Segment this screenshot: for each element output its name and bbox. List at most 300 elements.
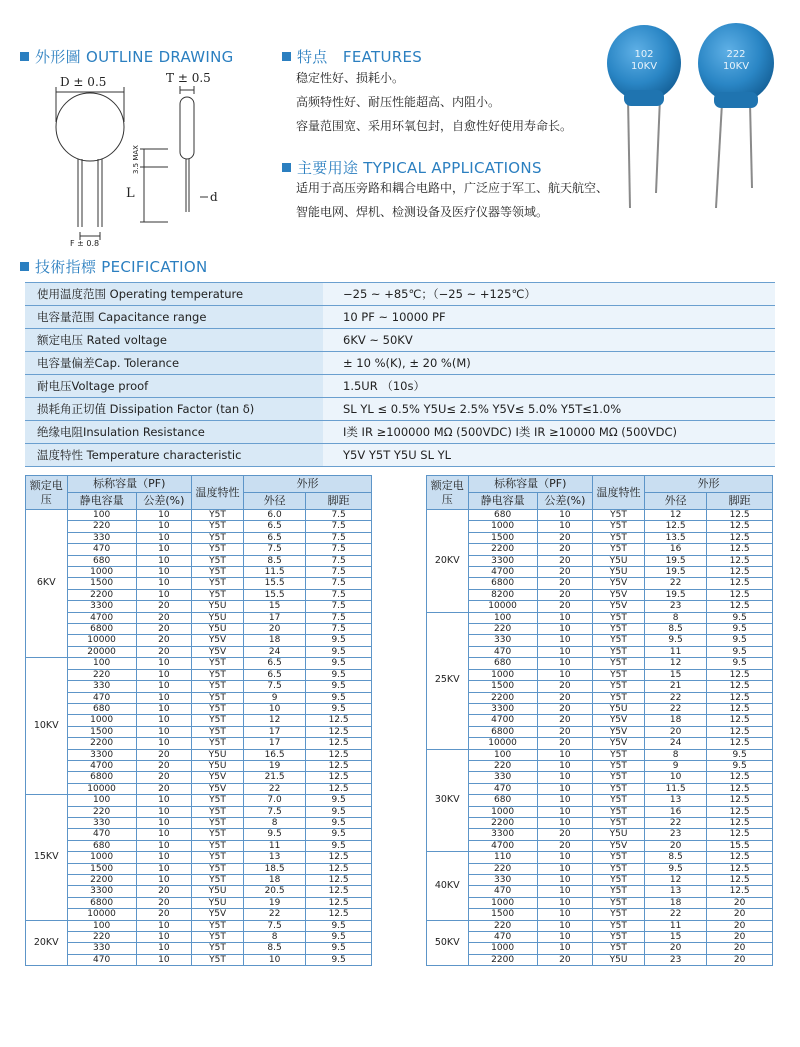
table-cell: 8 — [243, 932, 305, 943]
table-cell: 2200 — [67, 875, 136, 886]
table-cell: 100 — [468, 749, 537, 760]
table-row — [26, 840, 372, 851]
table-cell: 7.5 — [306, 555, 372, 566]
table-cell: 20 — [136, 601, 191, 612]
table-row — [427, 669, 773, 680]
table-cell: 20 — [136, 886, 191, 897]
table-cell: 20 — [707, 943, 773, 954]
table-cell: Y5T — [593, 544, 645, 555]
table-cell: Y5V — [593, 578, 645, 589]
table-cell: 20 — [537, 578, 592, 589]
table-cell: 12.5 — [306, 738, 372, 749]
spec-value: 1.5UR （10s） — [323, 375, 775, 398]
table-cell: 330 — [468, 772, 537, 783]
table-row — [26, 555, 372, 566]
table-row — [427, 806, 773, 817]
rated-voltage-cell: 25KV — [427, 612, 469, 749]
table-cell: Y5U — [192, 897, 244, 908]
table-cell: 18 — [243, 635, 305, 646]
table-cell: 7.5 — [243, 806, 305, 817]
table-cell: Y5U — [593, 829, 645, 840]
table-cell: 1500 — [67, 578, 136, 589]
table-cell: 10 — [537, 875, 592, 886]
table-cell: 10 — [136, 795, 191, 806]
table-cell: 23 — [644, 601, 706, 612]
table-cell: Y5T — [593, 510, 645, 521]
table-cell: 20000 — [67, 646, 136, 657]
table-cell: 6.5 — [243, 658, 305, 669]
table-cell: 10 — [537, 806, 592, 817]
table-cell: 2200 — [468, 954, 537, 965]
applications-title: 主要用途 TYPICAL APPLICATIONS — [282, 157, 542, 178]
spec-key: 温度特性 Temperature characteristic — [25, 444, 323, 467]
table-cell: Y5U — [192, 601, 244, 612]
capacitor-222 — [698, 23, 774, 208]
table-row — [26, 806, 372, 817]
capacitor-body-front — [56, 93, 124, 161]
table-cell: 10000 — [67, 783, 136, 794]
table-cell: 1500 — [468, 909, 537, 920]
table-cell: 12.5 — [707, 544, 773, 555]
table-cell: 9.5 — [707, 749, 773, 760]
table-cell: 470 — [468, 932, 537, 943]
table-cell: 680 — [67, 840, 136, 851]
table-cell: 470 — [468, 886, 537, 897]
table-cell: 470 — [67, 544, 136, 555]
table-cell: 9.5 — [243, 829, 305, 840]
table-cell: 470 — [468, 783, 537, 794]
table-cell: 10 — [136, 932, 191, 943]
table-cell: Y5T — [593, 772, 645, 783]
table-cell: 20 — [136, 635, 191, 646]
table-cell: Y5T — [593, 521, 645, 532]
table-cell: 20 — [136, 646, 191, 657]
table-row — [427, 817, 773, 828]
table-cell: 2200 — [468, 544, 537, 555]
table-cell: 4700 — [468, 840, 537, 851]
table-cell: 10 — [136, 829, 191, 840]
table-row — [26, 646, 372, 657]
table-cell: 10 — [136, 669, 191, 680]
dim-lead-d-label: d — [210, 190, 218, 204]
header-tolerance: 公差(%) — [136, 493, 191, 510]
table-cell: 9.5 — [306, 795, 372, 806]
table-cell: 1000 — [468, 897, 537, 908]
table-cell: 20 — [136, 772, 191, 783]
table-cell: 4700 — [468, 715, 537, 726]
table-cell: Y5V — [192, 909, 244, 920]
table-cell: 20 — [136, 612, 191, 623]
table-row — [427, 829, 773, 840]
table-cell: 20 — [537, 954, 592, 965]
header-shape: 外形 — [243, 476, 371, 493]
table-cell: 12.5 — [306, 852, 372, 863]
table-cell: Y5V — [593, 738, 645, 749]
table-cell: 110 — [468, 852, 537, 863]
table-cell: Y5T — [593, 760, 645, 771]
rated-voltage-cell: 20KV — [427, 510, 469, 613]
table-cell: 22 — [243, 909, 305, 920]
table-cell: 12 — [644, 510, 706, 521]
table-cell: 18 — [644, 715, 706, 726]
table-cell: 10 — [243, 703, 305, 714]
table-cell: 10 — [136, 954, 191, 965]
header-rated-voltage: 额定电压 — [427, 476, 469, 510]
table-cell: 12.5 — [707, 521, 773, 532]
table-cell: 24 — [644, 738, 706, 749]
cap-222-value: 222 — [726, 49, 746, 60]
table-cell: 12.5 — [306, 909, 372, 920]
table-cell: 10 — [136, 852, 191, 863]
table-row — [26, 578, 372, 589]
table-cell: 10 — [136, 567, 191, 578]
spec-key: 电容量偏差Cap. Tolerance — [25, 352, 323, 375]
table-row — [26, 726, 372, 737]
table-cell: 21.5 — [243, 772, 305, 783]
table-row — [26, 532, 372, 543]
table-cell: 100 — [67, 658, 136, 669]
table-cell: 20 — [644, 840, 706, 851]
table-cell: 20.5 — [243, 886, 305, 897]
table-cell: 9.5 — [306, 669, 372, 680]
table-row — [427, 510, 773, 521]
table-cell: 1000 — [468, 521, 537, 532]
table-cell: 10000 — [468, 601, 537, 612]
table-cell: Y5T — [192, 703, 244, 714]
table-row — [26, 612, 372, 623]
dim-max-label: 3.5 MAX — [132, 145, 140, 174]
table-cell: 8 — [644, 612, 706, 623]
table-cell: 20 — [537, 692, 592, 703]
table-row — [26, 521, 372, 532]
table-cell: 3300 — [67, 886, 136, 897]
table-cell: 9.5 — [306, 681, 372, 692]
table-cell: 7.5 — [306, 578, 372, 589]
header-capacitance: 静电容量 — [468, 493, 537, 510]
table-cell: Y5U — [192, 886, 244, 897]
table-cell: 7.0 — [243, 795, 305, 806]
table-cell: Y5U — [593, 567, 645, 578]
table-row — [427, 601, 773, 612]
table-row — [427, 772, 773, 783]
table-cell: Y5T — [593, 783, 645, 794]
rated-voltage-cell: 30KV — [427, 749, 469, 852]
table-cell: 12.5 — [707, 510, 773, 521]
table-cell: 16 — [644, 806, 706, 817]
table-cell: 22 — [644, 909, 706, 920]
table-cell: Y5T — [192, 943, 244, 954]
table-cell: 9.5 — [644, 863, 706, 874]
table-cell: 19 — [243, 760, 305, 771]
table-cell: 9.5 — [306, 840, 372, 851]
table-cell: Y5T — [593, 909, 645, 920]
table-cell: 9.5 — [306, 954, 372, 965]
table-cell: 20 — [537, 738, 592, 749]
features-title: 特点 FEATURES — [282, 46, 422, 67]
spec-row — [25, 329, 775, 352]
table-row — [26, 875, 372, 886]
table-cell: 7.5 — [306, 567, 372, 578]
table-cell: 470 — [67, 829, 136, 840]
table-row — [26, 772, 372, 783]
table-cell: Y5T — [192, 806, 244, 817]
table-cell: 6800 — [67, 897, 136, 908]
table-cell: 20 — [537, 681, 592, 692]
table-row — [427, 726, 773, 737]
table-cell: Y5T — [192, 795, 244, 806]
table-cell: 10 — [136, 817, 191, 828]
square-bullet-icon — [20, 262, 29, 271]
table-cell: 15 — [644, 932, 706, 943]
table-cell: 9.5 — [306, 817, 372, 828]
table-cell: 16 — [644, 544, 706, 555]
table-cell: 3300 — [67, 601, 136, 612]
header-rated-voltage: 额定电压 — [26, 476, 68, 510]
table-cell: 1000 — [468, 806, 537, 817]
table-cell: 12.5 — [306, 886, 372, 897]
table-cell: Y5T — [593, 932, 645, 943]
table-cell: 22 — [644, 578, 706, 589]
table-cell: 6.0 — [243, 510, 305, 521]
header-row — [26, 476, 372, 493]
table-cell: 9 — [644, 760, 706, 771]
table-cell: 10000 — [67, 635, 136, 646]
table-cell: Y5T — [192, 863, 244, 874]
table-cell: 10 — [537, 863, 592, 874]
spec-row — [25, 306, 775, 329]
table-row — [427, 544, 773, 555]
table-cell: Y5T — [192, 726, 244, 737]
table-cell: 21 — [644, 681, 706, 692]
table-cell: 13 — [243, 852, 305, 863]
table-cell: Y5T — [192, 852, 244, 863]
spec-row — [25, 283, 775, 306]
table-cell: 12.5 — [306, 749, 372, 760]
table-cell: 23 — [644, 954, 706, 965]
table-cell: 20 — [707, 932, 773, 943]
table-row — [26, 783, 372, 794]
table-cell: 6800 — [468, 726, 537, 737]
feature-item: 高频特性好、耐压性能超高、内阻小。 — [296, 95, 501, 109]
table-row — [26, 510, 372, 521]
table-cell: 10 — [537, 852, 592, 863]
table-row — [427, 532, 773, 543]
rated-voltage-cell: 6KV — [26, 510, 68, 658]
table-cell: 20 — [136, 909, 191, 920]
table-cell: Y5T — [593, 863, 645, 874]
table-cell: Y5T — [192, 544, 244, 555]
table-cell: 20 — [537, 532, 592, 543]
table-row — [26, 760, 372, 771]
table-cell: 19.5 — [644, 567, 706, 578]
applications-list — [296, 176, 608, 224]
table-cell: 3300 — [468, 703, 537, 714]
table-cell: 12.5 — [707, 795, 773, 806]
header-tolerance: 公差(%) — [537, 493, 592, 510]
table-cell: 18 — [644, 897, 706, 908]
table-cell: 12.5 — [306, 875, 372, 886]
table-row — [427, 783, 773, 794]
table-cell: 10 — [136, 589, 191, 600]
square-bullet-icon — [282, 52, 291, 61]
table-cell: 10000 — [468, 738, 537, 749]
table-row — [26, 954, 372, 965]
spec-value: −25 ~ +85℃；（−25 ~ +125℃） — [323, 283, 775, 306]
table-cell: Y5T — [593, 795, 645, 806]
application-item: 适用于高压旁路和耦合电路中，广泛应于军工、航天航空、 — [296, 181, 609, 195]
table-cell: Y5V — [192, 646, 244, 657]
table-cell: 2200 — [468, 817, 537, 828]
table-cell: 18.5 — [243, 863, 305, 874]
table-cell: Y5U — [192, 760, 244, 771]
table-cell: 22 — [644, 703, 706, 714]
table-cell: 680 — [67, 703, 136, 714]
table-cell: 680 — [67, 555, 136, 566]
table-cell: 10 — [537, 612, 592, 623]
table-row — [427, 555, 773, 566]
table-cell: 12.5 — [707, 852, 773, 863]
table-cell: 7.5 — [306, 612, 372, 623]
table-cell: 20 — [644, 943, 706, 954]
table-cell: 1000 — [67, 567, 136, 578]
table-row — [26, 932, 372, 943]
table-cell: Y5V — [593, 726, 645, 737]
table-cell: 11 — [644, 646, 706, 657]
header-pitch: 脚距 — [306, 493, 372, 510]
table-cell: 9.5 — [306, 943, 372, 954]
table-cell: 9.5 — [707, 658, 773, 669]
table-row — [427, 738, 773, 749]
table-cell: Y5T — [593, 920, 645, 931]
table-cell: 9.5 — [306, 692, 372, 703]
table-cell: 6.5 — [243, 669, 305, 680]
table-cell: 12.5 — [306, 715, 372, 726]
table-cell: 15.5 — [243, 578, 305, 589]
table-cell: 10 — [537, 772, 592, 783]
table-cell: 1500 — [468, 532, 537, 543]
feature-item: 容量范围宽、采用环氧包封，自愈性好使用寿命长。 — [296, 119, 573, 133]
table-cell: 8 — [644, 749, 706, 760]
table-cell: Y5T — [192, 521, 244, 532]
square-bullet-icon — [20, 52, 29, 61]
rated-voltage-cell: 20KV — [26, 920, 68, 966]
table-cell: Y5T — [192, 681, 244, 692]
table-cell: 10 — [136, 544, 191, 555]
table-cell: 10 — [136, 738, 191, 749]
table-cell: 11.5 — [644, 783, 706, 794]
table-cell: Y5T — [593, 749, 645, 760]
table-cell: 17 — [243, 726, 305, 737]
table-cell: 22 — [243, 783, 305, 794]
table-row — [26, 886, 372, 897]
table-cell: 10 — [136, 578, 191, 589]
table-cell: 20 — [537, 589, 592, 600]
table-cell: 7.5 — [306, 510, 372, 521]
table-cell: 10 — [136, 658, 191, 669]
table-cell: 17 — [243, 612, 305, 623]
table-cell: 8.5 — [644, 852, 706, 863]
table-cell: 20 — [136, 760, 191, 771]
table-cell: 12.5 — [707, 669, 773, 680]
table-cell: 15 — [644, 669, 706, 680]
spec-title: 技術指標 PECIFICATION — [20, 256, 208, 277]
table-cell: 470 — [67, 692, 136, 703]
table-cell: Y5V — [192, 635, 244, 646]
table-cell: 19 — [243, 897, 305, 908]
table-cell: 9 — [243, 692, 305, 703]
table-cell: 10000 — [67, 909, 136, 920]
table-cell: 7.5 — [306, 544, 372, 555]
table-cell: 12.5 — [707, 726, 773, 737]
table-cell: Y5T — [593, 646, 645, 657]
table-cell: 15.5 — [243, 589, 305, 600]
table-cell: 680 — [468, 795, 537, 806]
table-cell: 13 — [644, 886, 706, 897]
table-cell: Y5U — [593, 703, 645, 714]
table-cell: 12.5 — [707, 829, 773, 840]
table-cell: 9.5 — [707, 760, 773, 771]
table-cell: 24 — [243, 646, 305, 657]
table-cell: 12.5 — [707, 863, 773, 874]
table-cell: 10 — [136, 555, 191, 566]
table-cell: 10 — [537, 795, 592, 806]
table-cell: 10 — [537, 749, 592, 760]
table-cell: 17 — [243, 738, 305, 749]
table-cell: Y5U — [192, 749, 244, 760]
table-cell: 8.5 — [243, 943, 305, 954]
table-cell: 3300 — [468, 829, 537, 840]
table-row — [26, 749, 372, 760]
table-cell: 15.5 — [707, 840, 773, 851]
table-cell: 220 — [468, 624, 537, 635]
feature-item: 稳定性好、损耗小。 — [296, 71, 405, 85]
table-cell: Y5U — [593, 954, 645, 965]
spec-key: 绝缘电阻Insulation Resistance — [25, 421, 323, 444]
table-cell: 20 — [707, 920, 773, 931]
table-cell: 4700 — [67, 760, 136, 771]
table-cell: Y5T — [192, 555, 244, 566]
table-cell: Y5V — [192, 783, 244, 794]
table-cell: Y5T — [593, 635, 645, 646]
table-cell: 16.5 — [243, 749, 305, 760]
table-cell: 10 — [537, 658, 592, 669]
table-cell: Y5V — [593, 840, 645, 851]
table-cell: 9.5 — [306, 806, 372, 817]
table-cell: Y5T — [593, 852, 645, 863]
rated-voltage-cell: 50KV — [427, 920, 469, 966]
table-cell: 220 — [67, 669, 136, 680]
table-row — [427, 875, 773, 886]
table-row — [26, 715, 372, 726]
table-cell: 10 — [537, 760, 592, 771]
table-cell: Y5T — [192, 532, 244, 543]
table-cell: Y5T — [192, 920, 244, 931]
table-cell: 9.5 — [644, 635, 706, 646]
cap-222-voltage: 10KV — [722, 61, 750, 72]
table-cell: 12 — [243, 715, 305, 726]
table-cell: 470 — [67, 954, 136, 965]
table-cell: 9.5 — [306, 646, 372, 657]
table-cell: 12.5 — [707, 589, 773, 600]
spec-key: 损耗角正切值 Dissipation Factor (tan δ) — [25, 398, 323, 421]
table-cell: Y5T — [593, 532, 645, 543]
table-cell: 7.5 — [306, 532, 372, 543]
table-cell: Y5T — [192, 829, 244, 840]
table-cell: 9.5 — [306, 920, 372, 931]
header-temp-characteristic: 温度特性 — [192, 476, 244, 510]
table-row — [26, 817, 372, 828]
table-cell: Y5T — [192, 589, 244, 600]
